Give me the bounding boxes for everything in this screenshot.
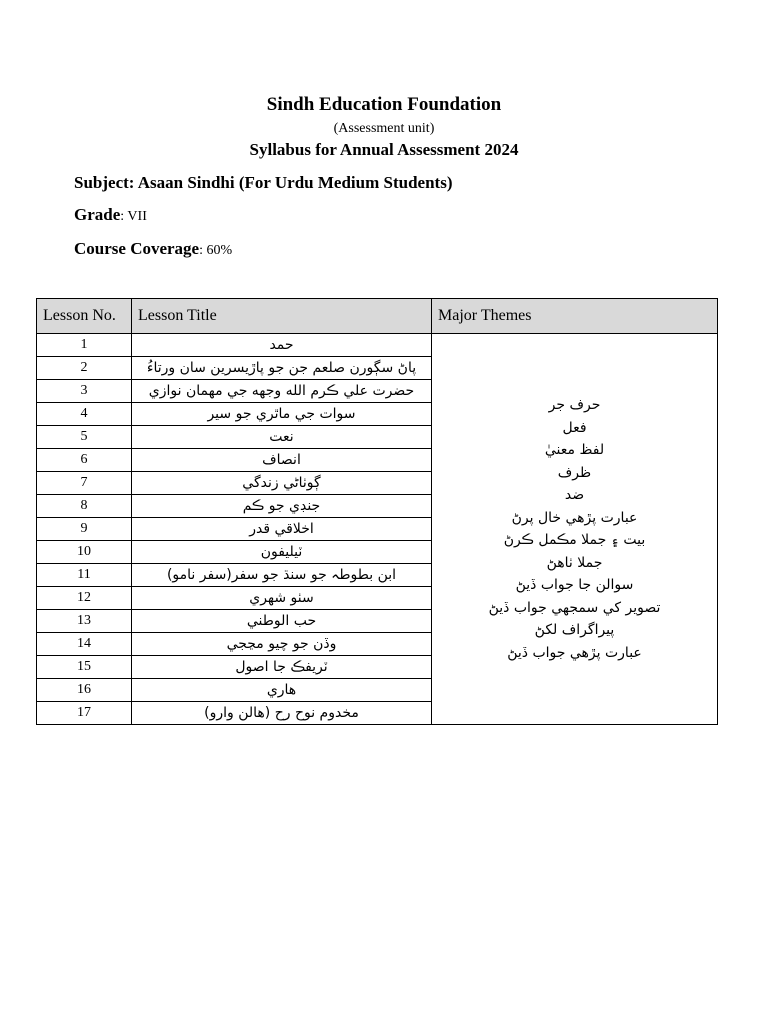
lesson-number: 13 [37, 610, 132, 633]
column-header-lesson-no: Lesson No. [37, 299, 132, 334]
lesson-number: 6 [37, 449, 132, 472]
theme-item: بيت ۽ جملا مڪمل ڪرڻ [503, 532, 646, 548]
theme-item: پيراگراف لکڻ [534, 622, 615, 638]
lesson-title: نعت [132, 426, 432, 449]
lesson-title: حب الوطني [132, 610, 432, 633]
theme-item: ضد [564, 487, 585, 503]
theme-item: سوالن جا جواب ڏيڻ [515, 577, 634, 593]
lesson-number: 10 [37, 541, 132, 564]
theme-item: عبارت پڙهي خال پرڻ [511, 509, 638, 526]
organization-name: Sindh Education Foundation [266, 94, 502, 115]
syllabus-table [36, 298, 718, 725]
coverage-value: : 60% [199, 243, 233, 258]
lesson-number: 5 [37, 426, 132, 449]
coverage-line [74, 239, 232, 259]
lesson-title: وڏن جو چيو مڃجي [132, 633, 432, 656]
lesson-title: ٽريفڪ جا اصول [132, 656, 432, 679]
lesson-number: 14 [37, 633, 132, 656]
lesson-number: 16 [37, 679, 132, 702]
theme-item: تصوير کي سمجهي جواب ڏيڻ [488, 599, 661, 616]
table-header-row [37, 299, 718, 334]
lesson-number: 2 [37, 357, 132, 380]
theme-item: حرف جر [548, 397, 601, 413]
lesson-title: انصاف [132, 449, 432, 472]
table-row [37, 334, 718, 357]
lesson-title: ٽيليفون [132, 541, 432, 564]
column-header-lesson-title: Lesson Title [132, 299, 432, 334]
lesson-title: ابن بطوطہ جو سنڌ جو سفر(سفر نامو) [132, 564, 432, 587]
column-header-major-themes: Major Themes [432, 299, 718, 334]
theme-item: فعل [562, 419, 587, 436]
lesson-title: ڳوٺاڻي زندگي [132, 472, 432, 495]
lesson-number: 3 [37, 380, 132, 403]
lesson-number: 7 [37, 472, 132, 495]
theme-item: لفظ معنيٰ [544, 442, 605, 458]
lesson-number: 8 [37, 495, 132, 518]
lesson-number: 11 [37, 564, 132, 587]
lesson-number: 17 [37, 702, 132, 725]
lesson-title: جنڊي جو ڪم [132, 495, 432, 518]
grade-label: Grade [74, 205, 121, 224]
lesson-title: حضرت علي ڪرم الله وجهه جي مهمان نوازي [132, 380, 432, 403]
lesson-title: اخلاقي قدر [132, 518, 432, 541]
theme-item: جملا ٺاهڻ [546, 554, 603, 571]
grade-value: : VII [120, 209, 147, 224]
unit-name: (Assessment unit) [333, 121, 435, 136]
grade-line [74, 205, 147, 225]
lesson-number: 12 [37, 587, 132, 610]
lesson-title: مخدوم نوح رح (هالن وارو) [132, 702, 432, 725]
major-themes-cell [432, 334, 718, 725]
lesson-title: حمد [132, 334, 432, 357]
lesson-title: سٺو شهري [132, 587, 432, 610]
coverage-label: Course Coverage [74, 239, 200, 258]
lesson-title: پاڻ سڳورن صلعم جن جو پاڙيسرين سان ورتاءُ [132, 357, 432, 380]
lesson-number: 15 [37, 656, 132, 679]
subject-line: Subject: Asaan Sindhi (For Urdu Medium Students) [74, 173, 453, 192]
lesson-title: هاري [132, 679, 432, 702]
syllabus-title: Syllabus for Annual Assessment 2024 [249, 140, 519, 159]
theme-item: ظرف [557, 464, 592, 481]
lesson-number: 1 [37, 334, 132, 357]
lesson-number: 4 [37, 403, 132, 426]
lesson-title: سوات جي ماٿري جو سير [132, 403, 432, 426]
lesson-number: 9 [37, 518, 132, 541]
theme-item: عبارت پڙهي جواب ڏيڻ [507, 644, 642, 661]
